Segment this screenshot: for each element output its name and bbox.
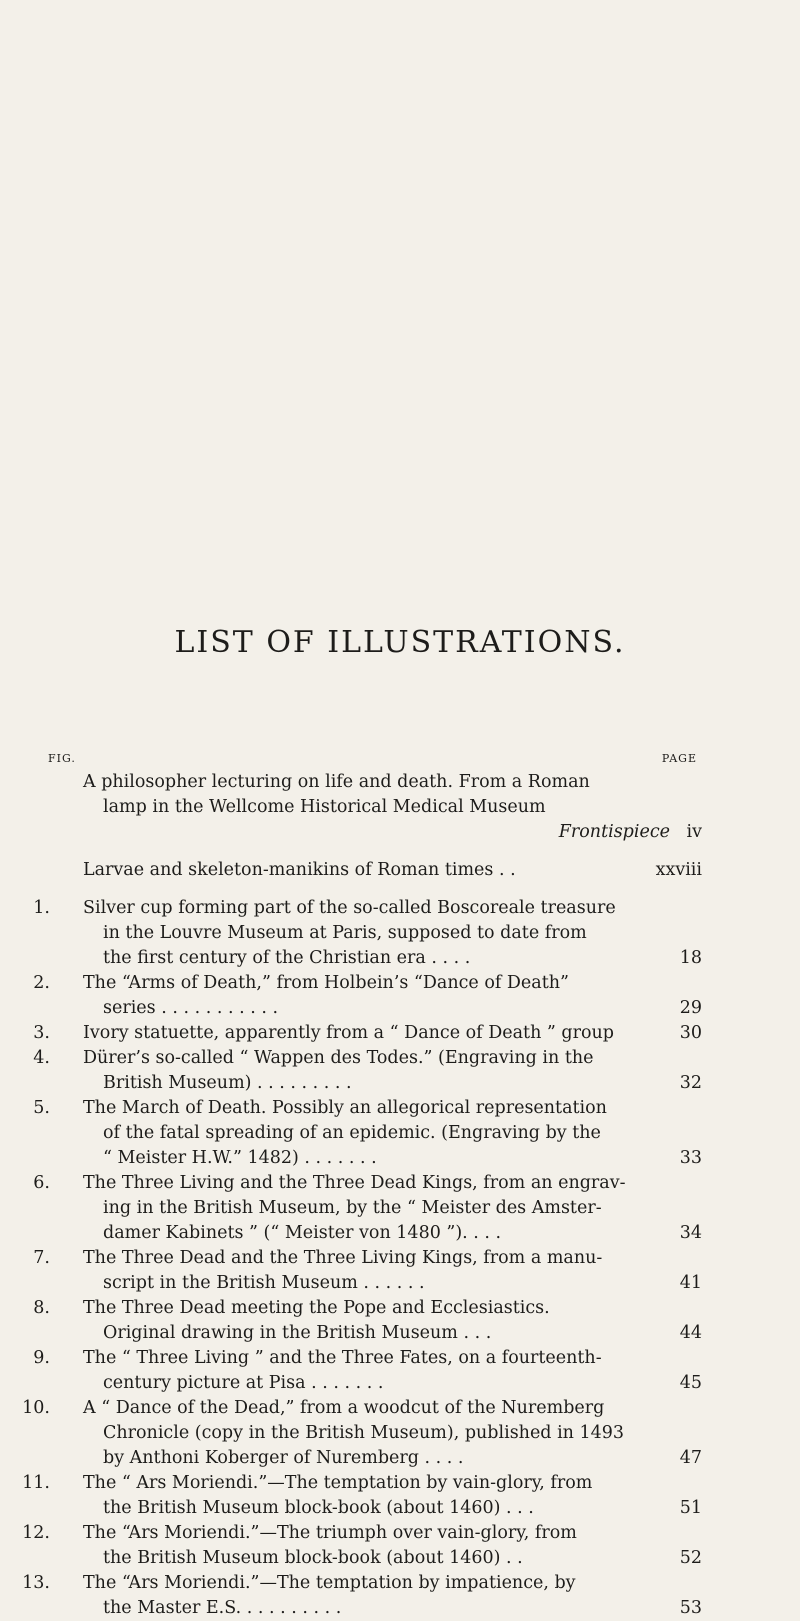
page-number: 51 <box>679 1498 702 1518</box>
entry-text: the first century of the Christian era . . . . <box>103 948 471 968</box>
page-number: xxviii <box>655 860 702 880</box>
figure-number: 6. <box>33 1173 50 1193</box>
page-number: 30 <box>679 1023 702 1043</box>
page-title: LIST OF ILLUSTRATIONS. <box>174 625 626 660</box>
page-column-header: PAGE <box>661 752 697 765</box>
list-item-line <box>0 1496 800 1521</box>
entry-text: The Three Dead meeting the Pope and Ecclesiastics. <box>83 1298 550 1318</box>
entry-text: The March of Death. Possibly an allegorical representation <box>83 1098 607 1118</box>
figure-number: 9. <box>33 1348 50 1368</box>
figure-number: 7. <box>33 1248 50 1268</box>
list-item <box>0 1571 800 1596</box>
page-number: 52 <box>679 1548 702 1568</box>
figure-number: 4. <box>33 1048 50 1068</box>
entry-text: Ivory statuette, apparently from a “ Dance of Death ” group <box>83 1023 614 1043</box>
figure-number: 11. <box>22 1473 50 1493</box>
page-number: 34 <box>679 1223 702 1243</box>
entry-text: by Anthoni Koberger of Nuremberg . . . . <box>103 1448 464 1468</box>
entry-text: Larvae and skeleton-manikins of Roman times . . <box>83 860 516 880</box>
entry-text: Silver cup forming part of the so-called Boscoreale treasure <box>83 898 616 918</box>
list-item <box>0 770 800 795</box>
list-item <box>0 1521 800 1546</box>
page-number: 29 <box>679 998 702 1018</box>
figure-number: 3. <box>33 1023 50 1043</box>
entry-text: the British Museum block-book (about 1460) . . . <box>103 1498 534 1518</box>
list-item-line <box>0 1196 800 1221</box>
entry-text: series . . . . . . . . . . . <box>103 998 279 1018</box>
list-item-line <box>0 1321 800 1346</box>
page-number: 32 <box>679 1073 702 1093</box>
page-number: 45 <box>679 1373 702 1393</box>
page-number: 41 <box>679 1273 702 1293</box>
list-item-line <box>0 1421 800 1446</box>
frontispiece-label: Frontispiece <box>558 822 670 842</box>
entry-text: damer Kabinets ” (“ Meister von 1480 ”). . . . <box>103 1223 502 1243</box>
entry-text: Chronicle (copy in the British Museum), published in 1493 <box>103 1423 625 1443</box>
list-item <box>0 1296 800 1321</box>
list-item <box>0 1396 800 1421</box>
list-item-line <box>0 946 800 971</box>
entry-text: ing in the British Museum, by the “ Meister des Amster- <box>103 1198 602 1218</box>
page-number: iv <box>686 822 702 842</box>
list-item-line <box>0 1271 800 1296</box>
page-number: 18 <box>679 948 702 968</box>
list-item-line <box>0 1596 800 1621</box>
entry-text: lamp in the Wellcome Historical Medical Museum <box>103 797 546 817</box>
illustrations-list <box>0 770 800 1621</box>
page-number: 33 <box>679 1148 702 1168</box>
list-item <box>0 896 800 921</box>
entry-text: The Three Dead and the Three Living Kings, from a manu- <box>83 1248 603 1268</box>
list-item <box>0 971 800 996</box>
list-item <box>0 858 800 883</box>
figure-number: 1. <box>33 898 50 918</box>
entry-text: of the fatal spreading of an epidemic. (Engraving by the <box>103 1123 601 1143</box>
figure-number: 10. <box>22 1398 50 1418</box>
entry-text: British Museum) . . . . . . . . . <box>103 1073 352 1093</box>
list-item <box>0 1096 800 1121</box>
entry-text: “ Meister H.W.” 1482) . . . . . . . <box>103 1148 377 1168</box>
entry-text: Dürer’s so-called “ Wappen des Todes.” (Engraving in the <box>83 1048 594 1068</box>
entry-text: script in the British Museum . . . . . . <box>103 1273 425 1293</box>
list-item-line <box>0 921 800 946</box>
list-item-line <box>0 1371 800 1396</box>
fig-column-header: FIG. <box>48 752 76 765</box>
page-number: 47 <box>679 1448 702 1468</box>
list-item-line <box>0 1146 800 1171</box>
list-item <box>0 1021 800 1046</box>
entry-text: the British Museum block-book (about 1460) . . <box>103 1548 523 1568</box>
list-item-line <box>0 1546 800 1571</box>
entry-text: The “ Three Living ” and the Three Fates, on a fourteenth- <box>83 1348 602 1368</box>
list-item <box>0 1171 800 1196</box>
figure-number: 8. <box>33 1298 50 1318</box>
list-item-line <box>0 1121 800 1146</box>
entry-text: in the Louvre Museum at Paris, supposed to date from <box>103 923 587 943</box>
entry-text: century picture at Pisa . . . . . . . <box>103 1373 384 1393</box>
page-number: 44 <box>679 1323 702 1343</box>
list-item-line <box>0 1071 800 1096</box>
list-item-line <box>0 1221 800 1246</box>
list-item <box>0 1046 800 1071</box>
figure-number: 12. <box>22 1523 50 1543</box>
list-item-line <box>0 820 800 845</box>
entry-text: The Three Living and the Three Dead Kings, from an engrav- <box>83 1173 626 1193</box>
entry-text: Original drawing in the British Museum . . . <box>103 1323 492 1343</box>
entry-text: The “ Ars Moriendi.”—The temptation by vain-glory, from <box>83 1473 593 1493</box>
list-item-line <box>0 795 800 820</box>
figure-number: 13. <box>22 1573 50 1593</box>
entry-text: A “ Dance of the Dead,” from a woodcut of the Nuremberg <box>83 1398 605 1418</box>
page-number: 53 <box>679 1598 702 1618</box>
list-item-line <box>0 1446 800 1471</box>
list-item-line <box>0 996 800 1021</box>
entry-text: A philosopher lecturing on life and death. From a Roman <box>83 772 590 792</box>
entry-text: The “Ars Moriendi.”—The temptation by impatience, by <box>83 1573 576 1593</box>
figure-number: 5. <box>33 1098 50 1118</box>
entry-text: The “Ars Moriendi.”—The triumph over vain-glory, from <box>83 1523 577 1543</box>
figure-number: 2. <box>33 973 50 993</box>
list-item <box>0 1246 800 1271</box>
entry-text: the Master E.S. . . . . . . . . . <box>103 1598 342 1618</box>
entry-text: The “Arms of Death,” from Holbein’s “Dance of Death” <box>83 973 569 993</box>
list-item <box>0 1346 800 1371</box>
list-item <box>0 1471 800 1496</box>
